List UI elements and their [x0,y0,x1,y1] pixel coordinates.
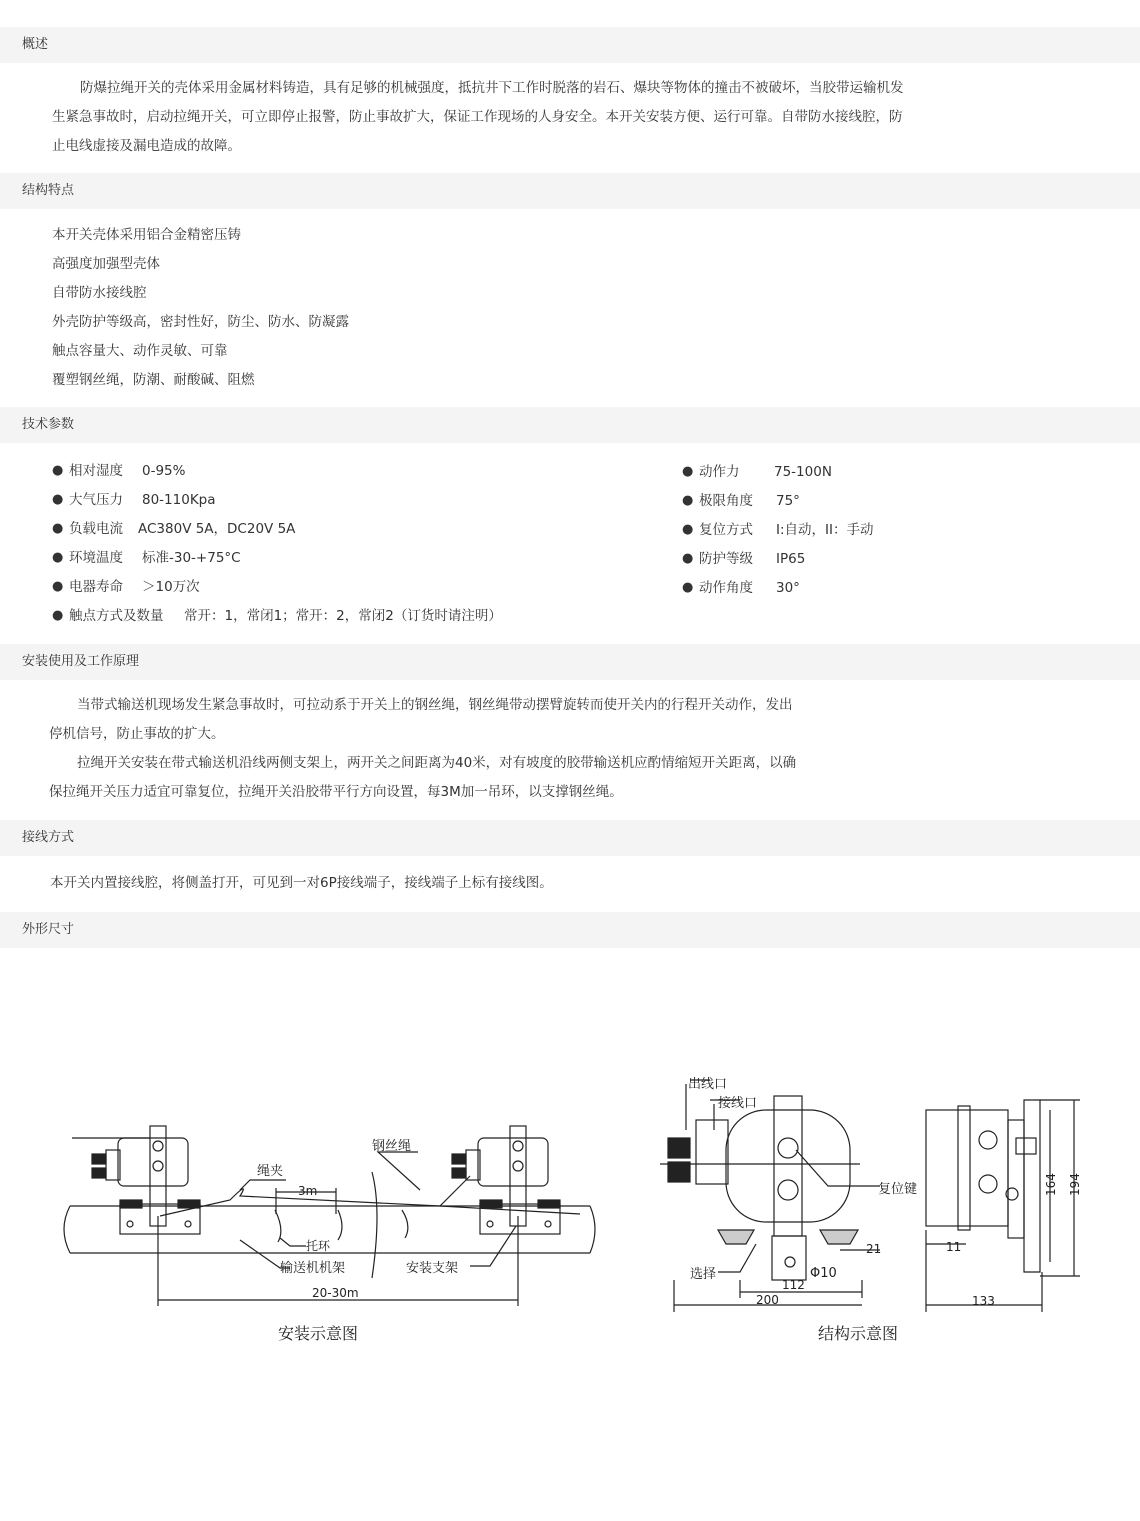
section-title: 接线方式 [22,830,75,845]
spec-label: 相对湿度 [69,463,123,479]
wiring-text: 本开关内置接线腔，将侧盖打开，可见到一对6P接线端子，接线端子上标有接线图。 [50,875,553,891]
side-view [926,1100,1040,1272]
section-title: 技术参数 [22,417,75,432]
feature-item: 覆塑钢丝绳，防潮、耐酸碱、阻燃 [52,372,255,388]
right-switch-icon [452,1126,560,1234]
dim-133: 133 [972,1294,995,1308]
bullet-icon: ● [52,492,64,507]
spacing-label: 3m [298,1184,318,1198]
select-label: 选择 [690,1267,717,1282]
dim-200: 200 [756,1293,779,1307]
bullet-icon: ● [52,550,64,565]
frame-label: 输送机机架 [280,1261,346,1276]
ring-label: 托环 [306,1239,331,1253]
spec-label: 复位方式 [699,522,753,538]
front-view [660,1096,860,1280]
spec-value: AC380V 5A，DC20V 5A [138,521,296,537]
overview-line: 生紧急事故时，启动拉绳开关，可立即停止报警，防止事故扩大，保证工作现场的人身安全。本开关安装方便、运行可靠。自带防水接线腔，防 [52,109,903,125]
install-line: 保拉绳开关压力适宜可靠复位，拉绳开关沿胶带平行方向设置，每3M加一吊环，以支撑钢丝绳。 [49,784,623,800]
distance-label: 20-30m [312,1286,359,1300]
section-header-specs [0,407,1140,443]
overview-line: 止电线虚接及漏电造成的故障。 [52,138,241,154]
overview-line: 防爆拉绳开关的壳体采用金属材料铸造，具有足够的机械强度，抵抗井下工作时脱落的岩石、爆块等物体的撞击不被破坏，当胶带运输机发 [80,80,904,96]
dim-164: 164 [1044,1173,1058,1196]
spec-label: 电器寿命 [69,579,123,595]
spec-label: 环境温度 [69,550,123,566]
spec-value: 80-110Kpa [142,492,216,508]
bullet-icon: ● [682,580,694,595]
spec-label: 动作角度 [699,580,753,596]
bullet-icon: ● [52,608,64,623]
structure-caption: 结构示意图 [818,1324,899,1343]
outlet-label: 出线口 [688,1077,728,1092]
support-rings [275,1210,408,1242]
feature-item: 外壳防护等级高，密封性好，防尘、防水、防凝露 [52,314,349,330]
install-caption: 安装示意图 [278,1324,359,1343]
spec-label: 触点方式及数量 [69,608,164,624]
spec-value: ＞10万次 [142,579,200,595]
bullet-icon: ● [682,551,694,566]
terminal-label: 接线口 [718,1096,758,1111]
section-title: 外形尺寸 [22,922,75,937]
bullet-icon: ● [682,464,694,479]
section-header-dimensions [0,912,1140,948]
bullet-icon: ● [52,579,64,594]
spec-value: 常开：1，常闭1；常开：2，常闭2（订货时请注明） [184,608,502,624]
dimension-diagram [0,1000,1140,1360]
dim-194: 194 [1068,1173,1082,1196]
section-title: 安装使用及工作原理 [22,654,140,669]
spec-label: 大气压力 [69,492,123,508]
feature-item: 本开关壳体采用铝合金精密压铸 [52,227,241,243]
spec-label: 负载电流 [69,521,123,537]
feature-item: 高强度加强型壳体 [52,256,160,272]
spec-label: 防护等级 [699,551,753,567]
section-header-wiring [0,820,1140,856]
clamp-label: 绳夹 [257,1164,284,1179]
spec-value: 0-95% [142,463,186,479]
spec-value: IP65 [776,551,806,567]
section-header-install [0,644,1140,680]
reset-key-label: 复位键 [878,1182,918,1197]
section-header-features [0,173,1140,209]
left-switch-icon [92,1126,200,1234]
bracket-label: 安装支架 [406,1261,459,1276]
spec-label: 动作力 [699,464,740,480]
section-title: 概述 [22,37,49,52]
install-line: 当带式输送机现场发生紧急事故时，可拉动系于开关上的钢丝绳，钢丝绳带动摆臂旋转而使开关内的行程开关动作，发出 [77,697,793,713]
bullet-icon: ● [52,463,64,478]
dim-21: 21 [866,1242,882,1256]
install-line: 拉绳开关安装在带式输送机沿线两侧支架上，两开关之间距离为40米，对有坡度的胶带输送机应酌情缩短开关距离，以确 [77,755,797,771]
feature-item: 触点容量大、动作灵敏、可靠 [52,343,228,359]
rope-label: 钢丝绳 [372,1139,412,1154]
spec-value: 75-100N [774,464,832,480]
feature-item: 自带防水接线腔 [52,285,147,301]
spec-value: I:自动，II：手动 [776,522,874,538]
dim-11: 11 [946,1240,962,1254]
bullet-icon: ● [682,493,694,508]
install-line: 停机信号，防止事故的扩大。 [49,726,225,742]
section-title: 结构特点 [22,183,75,198]
spec-label: 极限角度 [699,493,753,509]
spec-value: 30° [776,580,800,596]
dim-112: 112 [782,1278,805,1292]
dim-phi10: Φ10 [810,1266,837,1281]
spec-value: 标准-30-+75°C [142,550,241,566]
bullet-icon: ● [682,522,694,537]
bullet-icon: ● [52,521,64,536]
section-header-overview [0,27,1140,63]
spec-value: 75° [776,493,800,509]
